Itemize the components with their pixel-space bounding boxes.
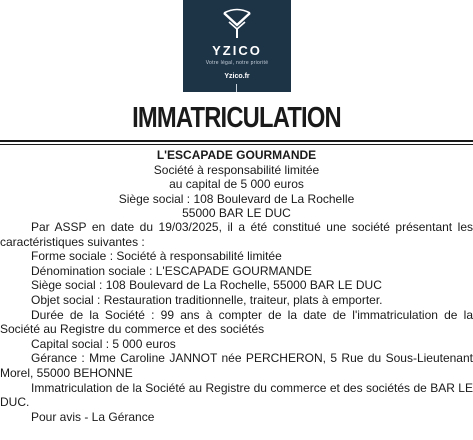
company-capital: au capital de 5 000 euros bbox=[169, 177, 304, 192]
logo-tagline: Votre légal, notre priorité bbox=[205, 60, 269, 66]
paragraph-duration: Durée de la Société : 99 ans à compter de la date de l'immatriculation de la Société au Registre du commerce et des sociétés bbox=[0, 307, 473, 337]
company-city: 55000 BAR LE DUC bbox=[182, 206, 291, 221]
notice-body bbox=[0, 220, 473, 424]
yzico-monogram-icon bbox=[220, 7, 254, 41]
paragraph-seat: Siège social : 108 Boulevard de La Rochelle, 55000 BAR LE DUC bbox=[31, 278, 382, 293]
company-form: Société à responsabilité limitée bbox=[153, 162, 320, 177]
company-name: L'ESCAPADE GOURMANDE bbox=[156, 148, 317, 162]
company-header bbox=[0, 148, 473, 221]
logo-url: Yzico.fr bbox=[224, 73, 250, 80]
paragraph-denomination: Dénomination sociale : L'ESCAPADE GOURMANDE bbox=[31, 263, 312, 278]
title-rule-thick bbox=[0, 140, 473, 142]
paragraph-registration: Immatriculation de la Société au Registre du commerce et des sociétés de BAR LE DUC. bbox=[0, 380, 473, 410]
notice-title: IMMATRICULATION bbox=[132, 102, 341, 134]
paragraph-purpose: Objet social : Restauration traditionnelle, traiteur, plats à emporter. bbox=[31, 292, 383, 307]
company-seat: Siège social : 108 Boulevard de La Rochelle bbox=[118, 191, 355, 206]
logo-divider bbox=[236, 84, 237, 92]
paragraph-capital: Capital social : 5 000 euros bbox=[31, 336, 176, 351]
publisher-logo bbox=[183, 0, 291, 92]
paragraph-signoff: Pour avis - La Gérance bbox=[31, 409, 155, 424]
title-rule-thin bbox=[0, 144, 473, 145]
paragraph-management: Gérance : Mme Caroline JANNOT née PERCHERON, 5 Rue du Sous-Lieutenant Morel, 55000 BEHONNE bbox=[0, 351, 473, 380]
logo-brand-name: YZICO bbox=[212, 43, 262, 58]
paragraph-intro: Par ASSP en date du 19/03/2025, il a été constitué une société présentant les caractéristiques suivantes : bbox=[0, 220, 473, 249]
paragraph-form: Forme sociale : Société à responsabilité limitée bbox=[31, 249, 282, 264]
